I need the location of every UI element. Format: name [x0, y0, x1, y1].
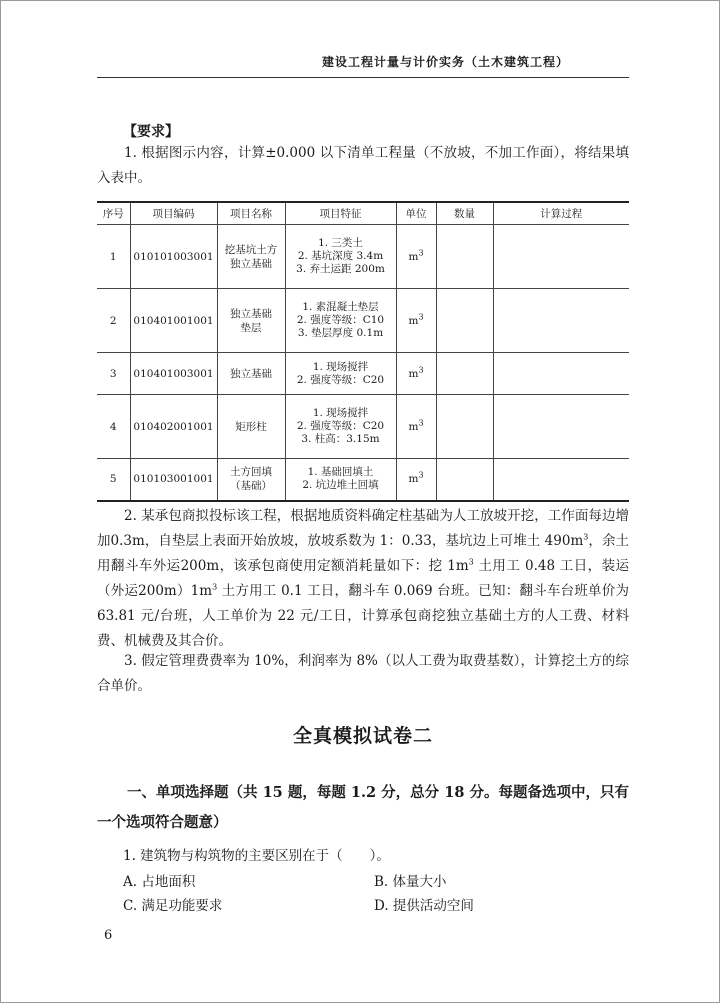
name-line: 独立基础 [230, 307, 272, 320]
unit-sup: 3 [418, 312, 424, 321]
col-header-calc: 计算过程 [493, 202, 629, 225]
table-row [97, 459, 629, 501]
exam-title: 全真模拟试卷二 [292, 725, 433, 747]
cell-name [217, 459, 285, 501]
name-line: 独立基础 [230, 367, 272, 380]
cell-unit [396, 353, 436, 395]
table-row [97, 353, 629, 395]
feature-line: 1. 现场搅拌 [312, 360, 369, 373]
header-rule [97, 77, 629, 78]
cell-features [285, 289, 396, 353]
section-heading [97, 778, 629, 838]
cell-features [285, 353, 396, 395]
name-line: 独立基础 [230, 257, 272, 270]
superscript: 3 [468, 557, 474, 567]
requirement-2-text: 土方用工 0.1 工日，翻斗车 0.069 台班。已知：翻斗车台班单价为 63.81 元/台班，人工单价为 22 元/工日，计算承包商挖独立基础土方的人工费、材料费、机械费及其合价。 [97, 583, 629, 649]
name-line: 土方回填 [230, 466, 272, 479]
question-1-stem: 1. 建筑物与构筑物的主要区别在于（ ）。 [123, 848, 390, 864]
unit-sup: 3 [418, 248, 424, 257]
feature-line: 1. 现场搅拌 [312, 407, 369, 419]
cell-calc [493, 225, 629, 289]
cell-features [285, 225, 396, 289]
requirement-1-text: 1. 根据图示内容，计算±0.000 以下清单工程量（不放坡，不加工作面），将结果填入表中。 [97, 145, 629, 186]
cell-no: 1 [97, 225, 130, 289]
requirement-2-text: 土用工 0.48 工日，装运（外运200m）1m [97, 558, 629, 599]
option-d[interactable]: D. 提供活动空间 [374, 898, 474, 914]
cell-features [285, 395, 396, 459]
feature-line: 2. 坑边堆土回填 [302, 479, 379, 492]
running-header: 建设工程计量与计价实务（土木建筑工程） [321, 55, 569, 69]
col-header-no: 序号 [97, 202, 130, 225]
feature-line: 2. 强度等级：C10 [296, 314, 385, 326]
page-number: 6 [104, 928, 113, 943]
option-a[interactable]: A. 占地面积 [123, 874, 196, 890]
cell-name [217, 289, 285, 353]
cell-calc [493, 395, 629, 459]
cell-name [217, 353, 285, 395]
col-header-qty: 数量 [436, 202, 493, 225]
cell-code: 010101003001 [130, 225, 217, 289]
cell-qty [436, 353, 493, 395]
requirement-2-text: 2. 某承包商拟投标该工程，根据地质资料确定柱基础为人工放坡开挖，工作面每边增加0.3m，自垫层上表面开始放坡，放坡系数为 1：0.33，基坑边上可堆土 490m [97, 508, 629, 549]
section-heading-text: 一、单项选择题（共 15 题，每题 1.2 分，总分 18 分。每题备选项中，只有一个选项符合题意） [97, 784, 629, 831]
cell-unit [396, 395, 436, 459]
name-line: 挖基坑土方 [224, 243, 278, 256]
unit-text: m [408, 420, 419, 433]
unit-text: m [408, 314, 419, 327]
cell-no: 2 [97, 289, 130, 353]
cell-qty [436, 289, 493, 353]
cell-qty [436, 395, 493, 459]
col-header-unit: 单位 [396, 202, 436, 225]
cell-calc [493, 289, 629, 353]
feature-line: 3. 柱高：3.15m [301, 433, 380, 445]
feature-line: 2. 强度等级：C20 [296, 420, 385, 432]
requirement-3 [97, 649, 629, 699]
unit-sup: 3 [418, 418, 424, 427]
table-row [97, 395, 629, 459]
name-line: 垫层 [240, 321, 262, 334]
superscript: 3 [212, 582, 218, 592]
cell-calc [493, 353, 629, 395]
col-header-features: 项目特征 [285, 202, 396, 225]
cell-qty [436, 459, 493, 501]
unit-sup: 3 [418, 365, 424, 374]
cell-calc [493, 459, 629, 501]
feature-line: 1. 基础回填土 [307, 466, 374, 479]
feature-line: 1. 三类土 [318, 237, 363, 249]
cell-unit [396, 289, 436, 353]
name-line: （基础） [230, 480, 272, 493]
table-header-row [97, 202, 629, 225]
cell-unit [396, 459, 436, 501]
col-header-code: 项目编码 [130, 202, 217, 225]
unit-text: m [408, 250, 419, 263]
feature-line: 1. 素混凝土垫层 [302, 301, 379, 313]
cell-no: 5 [97, 459, 130, 501]
requirements-heading: 【要求】 [123, 124, 179, 140]
name-line: 矩形柱 [235, 420, 267, 433]
cell-features [285, 459, 396, 501]
table-row [97, 225, 629, 289]
cell-code: 010402001001 [130, 395, 217, 459]
col-header-name: 项目名称 [217, 202, 285, 225]
cell-code: 010401003001 [130, 353, 217, 395]
feature-line: 2. 基坑深度 3.4m [297, 250, 384, 262]
feature-line: 3. 弃土运距 200m [296, 263, 385, 275]
unit-sup: 3 [418, 470, 424, 480]
bill-of-quantities-table [97, 201, 629, 502]
unit-text: m [408, 367, 419, 380]
option-b[interactable]: B. 体量大小 [374, 874, 447, 890]
unit-text: m [408, 473, 419, 486]
cell-name [217, 225, 285, 289]
feature-line: 3. 垫层厚度 0.1m [297, 327, 384, 339]
table-row [97, 289, 629, 353]
superscript: 3 [583, 532, 589, 542]
option-c[interactable]: C. 满足功能要求 [123, 898, 223, 914]
cell-code: 010103001001 [130, 459, 217, 501]
cell-name [217, 395, 285, 459]
requirement-3-text: 3. 假定管理费费率为 10%，利润率为 8%（以人工费为取费基数），计算挖土方的综合单价。 [97, 653, 629, 694]
cell-code: 010401001001 [130, 289, 217, 353]
cell-no: 4 [97, 395, 130, 459]
requirement-2-text: ，余土用翻斗车外运200m，该承包商使用定额消耗量如下：挖 1m [97, 533, 630, 574]
cell-unit [396, 225, 436, 289]
cell-no: 3 [97, 353, 130, 395]
cell-qty [436, 225, 493, 289]
requirement-2 [97, 504, 629, 654]
feature-line: 2. 强度等级：C20 [296, 373, 385, 386]
requirement-1 [97, 141, 629, 191]
